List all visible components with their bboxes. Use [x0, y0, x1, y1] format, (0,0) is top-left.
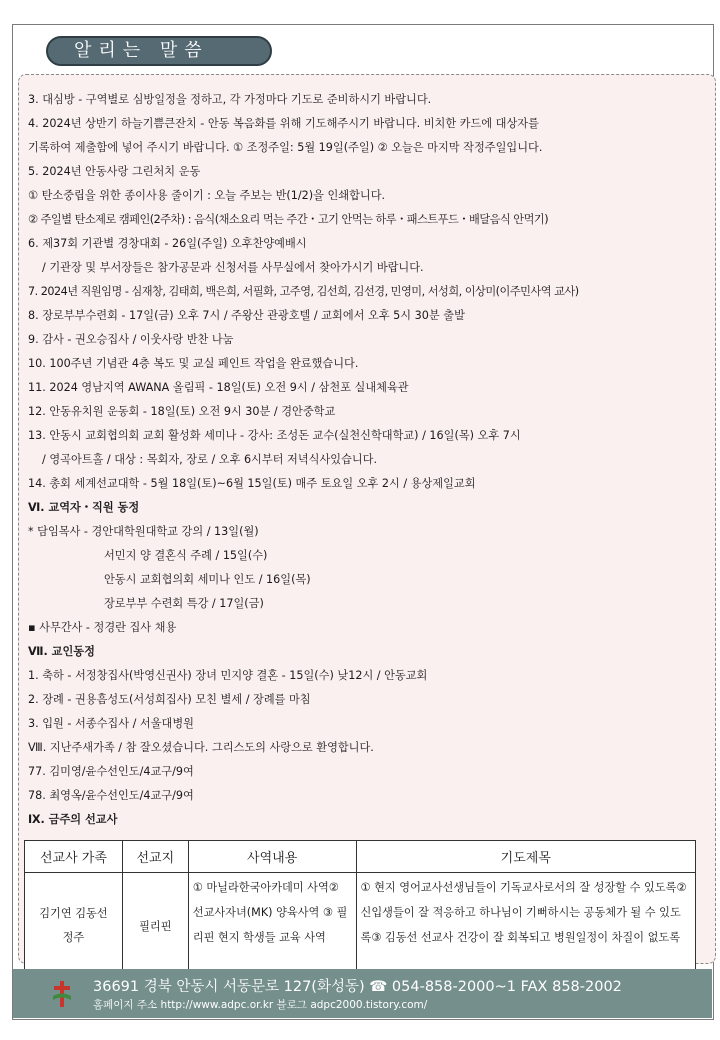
notice-line: ① 탄소중립을 위한 종이사용 줄이기 : 오늘 주보는 반(1/2)을 인쇄합니다. [28, 189, 386, 202]
church-logo-icon [51, 981, 73, 1007]
notice-line: 14. 총회 세계선교대학 - 5월 18일(토)~6월 15일(토) 매주 토요일 오후 2시 / 용상제일교회 [28, 477, 476, 490]
notice-line: 5. 2024년 안동사랑 그린처치 운동 [28, 165, 201, 178]
notice-line: 12. 안동유치원 운동회 - 18일(토) 오전 9시 30분 / 경안중학교 [28, 405, 336, 418]
section-heading: Ⅸ. 금주의 선교사 [28, 813, 118, 826]
notice-line: 안동시 교회협의회 세미나 인도 / 16일(목) [104, 573, 311, 586]
notice-line: ② 주일별 탄소제로 캠페인(2주차) : 음식(채소요리 먹는 주간・고기 안먹는 하루・패스트푸드・배달음식 안먹기) [28, 213, 549, 226]
section-title: 알리는 말씀 [46, 36, 272, 66]
notice-line: * 담임목사 - 경안대학원대학교 강의 / 13일(월) [28, 525, 259, 538]
notice-line: 11. 2024 영남지역 AWANA 올림픽 - 18일(토) 오전 9시 / 삼천포 실내체육관 [28, 381, 409, 394]
column-header: 사역내용 [188, 841, 356, 873]
notice-line: 2. 장례 - 권용흠성도(서성희집사) 모친 별세 / 장례를 마침 [28, 693, 311, 706]
notice-line: 13. 안동시 교회협의회 교회 활성화 세미나 - 강사: 조성돈 교수(실천신학대학교) / 16일(목) 오후 7시 [28, 429, 521, 442]
notice-line: 7. 2024년 직원임명 - 심재창, 김태희, 백은희, 서필화, 고주영, 김선희, 김선경, 민영미, 서성희, 이상미(이주민사역 교사) [28, 285, 579, 298]
notice-line: 장로부부 수련회 특강 / 17일(금) [104, 597, 264, 610]
notice-line: 9. 감사 - 권오승집사 / 이웃사랑 반찬 나눔 [28, 333, 234, 346]
notice-line: / 영곡아트홀 / 대상 : 목회자, 장로 / 오후 6시부터 저녁식사있습니다. [42, 453, 378, 466]
column-header: 선교지 [122, 841, 188, 873]
notice-line: 8. 장로부부수련회 - 17일(금) 오후 7시 / 주왕산 관광호텔 / 교회에서 오후 5시 30분 출발 [28, 309, 465, 322]
notice-line: ▪ 사무간사 - 정경란 집사 채용 [28, 621, 177, 634]
notice-line: 서민지 양 결혼식 주례 / 15일(수) [104, 549, 268, 562]
notice-line: 6. 제37회 기관별 경창대회 - 26일(주일) 오후찬양예배시 [28, 237, 307, 250]
notice-line: 3. 대심방 - 구역별로 심방일정을 정하고, 각 가정마다 기도로 준비하시기 바랍니다. [28, 93, 432, 106]
column-header: 선교사 가족 [25, 841, 123, 873]
section-heading: Ⅵ. 교역자・직원 동정 [28, 501, 140, 514]
notice-line: / 기관장 및 부서장들은 참가공문과 신청서를 사무실에서 찾아가시기 바랍니다. [42, 261, 424, 274]
missionary-table [24, 840, 696, 980]
table-cell: ① 현지 영어교사선생님들이 기독교사로서의 잘 성장할 수 있도록② 신입생들이 잘 적응하고 하나님이 기뻐하시는 공동체가 될 수 있도록③ 김동선 선교사 건강이 잘 회복되고 병원일정이 차질이 없도록 [356, 873, 695, 980]
notice-line: 4. 2024년 상반기 하늘기쁨큰잔치 - 안동 복음화를 위해 기도해주시기 바랍니다. 비치한 카드에 대상자를 [28, 117, 539, 130]
footer-address: 36691 경북 안동시 서동문로 127(화성동) ☎ 054-858-2000~1 FAX 858-2002 [93, 979, 622, 995]
footer-bar [13, 969, 712, 1018]
section-heading: Ⅶ. 교인동정 [28, 645, 95, 658]
notice-line: 1. 축하 - 서정창집사(박영신권사) 장녀 민지양 결혼 - 15일(수) 낮12시 / 안동교회 [28, 669, 428, 682]
footer-web: 홈페이지 주소 http://www.adpc.or.kr 블로그 adpc2000.tistory.com/ [93, 999, 428, 1011]
notice-line: 78. 최영옥/윤수선인도/4교구/9여 [28, 789, 194, 802]
table-cell: ① 마닐라한국아카데미 사역② 선교사자녀(MK) 양육사역 ③ 필리핀 현지 학생들 교육 사역 [188, 873, 356, 980]
notice-line: 기록하여 제출함에 넣어 주시기 바랍니다. ① 조정주일: 5월 19일(주일) ② 오늘은 마지막 작정주일입니다. [28, 141, 543, 154]
table-header-row [25, 841, 696, 873]
table-row [25, 873, 696, 980]
notice-list [28, 88, 710, 832]
notice-line: 77. 김미영/윤수선인도/4교구/9여 [28, 765, 194, 778]
section-heading: Ⅷ. 지난주새가족 / 참 잘오셨습니다. 그리스도의 사랑으로 환영합니다. [28, 741, 374, 754]
notice-line: 10. 100주년 기념관 4층 복도 및 교실 페인트 작업을 완료했습니다. [28, 357, 359, 370]
table-cell: 필리핀 [122, 873, 188, 980]
table-cell: 김기연 김동선 정주 [25, 873, 123, 980]
notice-line: 3. 입원 - 서종수집사 / 서울대병원 [28, 717, 194, 730]
column-header: 기도제목 [356, 841, 695, 873]
